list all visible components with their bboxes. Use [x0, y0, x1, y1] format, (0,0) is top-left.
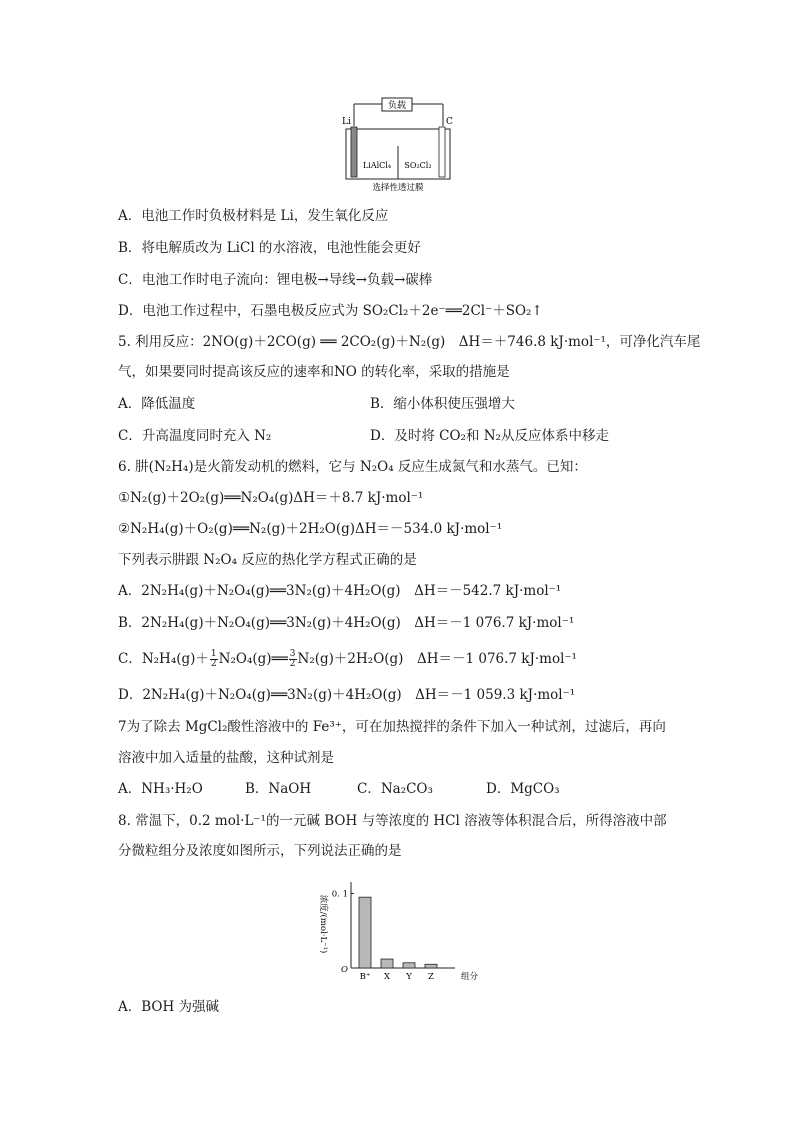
q5-option-d: D．及时将 CO₂和 N₂从反应体系中移走: [370, 428, 609, 444]
origin-label: O: [341, 965, 348, 975]
q5-option-c: C．升高温度同时充入 N₂: [118, 428, 272, 444]
q4-option-c: C．电池工作时电子流向：锂电极→导线→负载→碳棒: [118, 272, 433, 288]
category-label-0: B⁺: [359, 972, 371, 982]
q5-stem-1: 5. 利用反应：2NO(g)＋2CO(g) ══ 2CO₂(g)＋N₂(g) ΔH＝＋746.8 kJ·mol⁻¹，可净化汽车尾: [118, 334, 701, 350]
q7-option-a: A．NH₃·H₂O: [118, 781, 203, 797]
q7-option-c: C．Na₂CO₃: [357, 781, 433, 797]
q6-c-part2: N₂O₄(g)══: [218, 651, 288, 667]
y-tick-label: 0. 1: [331, 889, 348, 900]
bar-2: [403, 963, 415, 968]
x-axis-label: 组分: [461, 972, 479, 982]
category-label-3: Z: [428, 972, 434, 982]
q6-option-a: A．2N₂H₄(g)＋N₂O₄(g)══3N₂(g)＋4H₂O(g) ΔH＝－542.7 kJ·mol⁻¹: [118, 583, 562, 599]
fraction-one-half: $\frac{1}{2}$: [210, 649, 217, 669]
q4-option-b: B．将电解质改为 LiCl 的水溶液，电池性能会更好: [118, 240, 421, 256]
q5-stem-2: 气，如果要同时提高该反应的速率和NO 的转化率，采取的措施是: [118, 364, 510, 380]
q6-option-b: B．2N₂H₄(g)＋N₂O₄(g)══3N₂(g)＋4H₂O(g) ΔH＝－1 076.7 kJ·mol⁻¹: [118, 615, 575, 631]
concentration-chart: [305, 872, 490, 984]
category-label-2: Y: [406, 972, 412, 982]
left-electrolyte: LiAlCl₄: [362, 161, 392, 170]
q6-stem: 6. 肼(N₂H₄)是火箭发动机的燃料，它与 N₂O₄ 反应生成氮气和水蒸气。已知：: [118, 459, 587, 475]
carbon-electrode: [439, 127, 445, 177]
load-label: 负载: [387, 101, 407, 111]
q7-stem-1: 7为了除去 MgCl₂酸性溶液中的 Fe³⁺，可在加热搅拌的条件下加入一种试剂，过滤后，再向: [118, 719, 666, 735]
membrane-label: 选择性透过膜: [372, 183, 424, 192]
c-label: C: [446, 117, 453, 127]
q7-stem-2: 溶液中加入适量的盐酸，这种试剂是: [118, 750, 334, 766]
right-electrolyte: SO₂Cl₂: [404, 161, 432, 170]
q4-option-a: A．电池工作时负极材料是 Li，发生氧化反应: [118, 208, 389, 224]
y-axis-label: 浓度/(mol·L⁻¹): [318, 894, 328, 954]
q8-stem-2: 分微粒组分及浓度如图所示，下列说法正确的是: [118, 843, 402, 859]
q6-option-d: D．2N₂H₄(g)＋N₂O₄(g)══3N₂(g)＋4H₂O(g) ΔH＝－1 059.3 kJ·mol⁻¹: [118, 687, 576, 703]
q6-equation-1: ①N₂(g)＋2O₂(g)══N₂O₄(g)ΔH＝＋8.7 kJ·mol⁻¹: [118, 490, 424, 506]
q7-option-d: D．MgCO₃: [486, 781, 560, 797]
q4-option-d: D．电池工作过程中，石墨电极反应式为 SO₂Cl₂＋2e⁻══2Cl⁻＋SO₂↑: [118, 303, 543, 319]
category-label-1: X: [383, 972, 391, 982]
q5-option-a: A．降低温度: [118, 396, 196, 412]
q6-question: 下列表示肼跟 N₂O₄ 反应的热化学方程式正确的是: [118, 552, 417, 568]
q8-stem-1: 8. 常温下，0.2 mol·L⁻¹的一元碱 BOH 与等浓度的 HCl 溶液等体积混合后，所得溶液中部: [118, 813, 667, 829]
li-electrode: [351, 127, 357, 177]
q8-option-a: A．BOH 为强碱: [118, 999, 220, 1015]
q6-equation-2: ②N₂H₄(g)＋O₂(g)══N₂(g)＋2H₂O(g)ΔH＝－534.0 kJ·mol⁻¹: [118, 521, 503, 537]
bar-1: [381, 959, 393, 968]
q5-option-b: B．缩小体积使压强增大: [370, 396, 515, 412]
q7-option-b: B．NaOH: [245, 781, 312, 797]
bar-3: [425, 964, 437, 968]
battery-diagram: [338, 96, 458, 192]
q6-option-c: [118, 650, 577, 669]
li-label: Li: [342, 117, 351, 127]
q6-c-part3: N₂(g)＋2H₂O(g) ΔH＝－1 076.7 kJ·mol⁻¹: [297, 651, 577, 667]
q6-c-part1: C．N₂H₄(g)＋: [118, 651, 209, 667]
fraction-three-halves: $\frac{3}{2}$: [289, 649, 296, 669]
bar-0: [359, 897, 371, 968]
